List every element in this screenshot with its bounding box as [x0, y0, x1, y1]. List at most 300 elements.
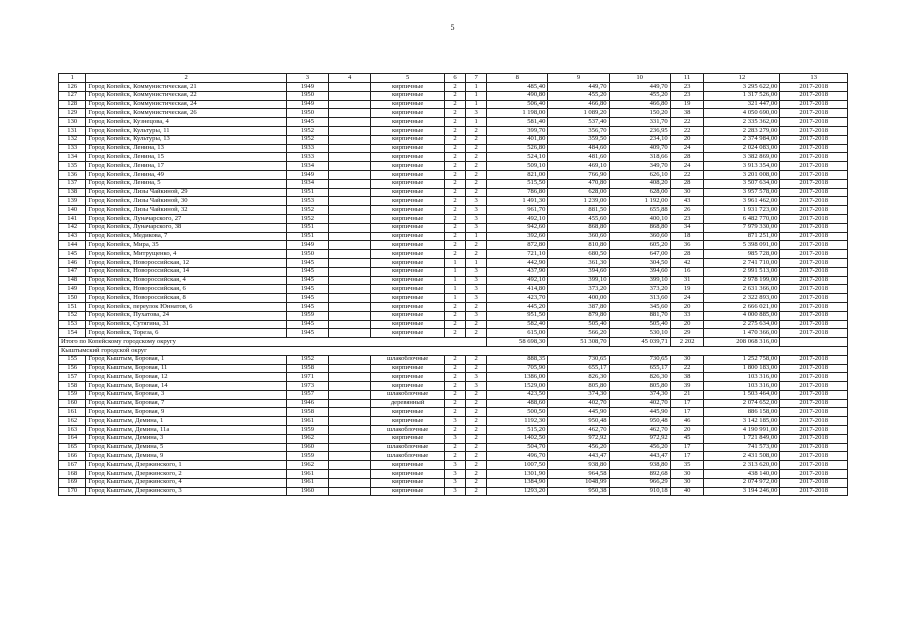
- table-cell: Город Копейск, Ленина, 5: [86, 179, 286, 188]
- table-cell: Город Кыштым, Демина, 1: [86, 417, 286, 426]
- table-cell: Город Копейск, Луначарского, 27: [86, 214, 286, 223]
- table-cell: 163: [59, 426, 86, 435]
- table-cell: 443,47: [548, 452, 609, 461]
- table-cell: 373,20: [548, 285, 609, 294]
- table-cell: 2017-2018: [780, 144, 848, 153]
- table-cell: 42: [670, 258, 704, 267]
- table-cell: кирпичные: [371, 470, 445, 479]
- table-cell: 2017-2018: [780, 399, 848, 408]
- table-cell: Город Копейск, Новороссийская, 14: [86, 267, 286, 276]
- table-cell: 2: [466, 153, 487, 162]
- table-cell: 442,90: [487, 258, 548, 267]
- table-cell: 810,80: [548, 241, 609, 250]
- table-cell: 17: [670, 452, 704, 461]
- table-cell: 871 251,00: [704, 232, 780, 241]
- table-cell: 2017-2018: [780, 364, 848, 373]
- table-cell: 1959: [286, 452, 328, 461]
- table-row: [59, 241, 848, 250]
- table-cell: 161: [59, 408, 86, 417]
- table-cell: Город Копейск, Новороссийская, 6: [86, 285, 286, 294]
- table-cell: 938,80: [609, 461, 670, 470]
- table-cell: кирпичные: [371, 478, 445, 487]
- table-cell: 40: [670, 487, 704, 496]
- table-cell: 136: [59, 170, 86, 179]
- table-cell: 43: [670, 197, 704, 206]
- table-cell: 2: [445, 91, 466, 100]
- table-row: [59, 223, 848, 232]
- table-cell: 3: [466, 373, 487, 382]
- table-cell: 2: [445, 390, 466, 399]
- table-cell: 455,20: [609, 91, 670, 100]
- table-cell: 149: [59, 285, 86, 294]
- table-cell: 31: [670, 276, 704, 285]
- table-cell: 1933: [286, 144, 328, 153]
- table-cell: кирпичные: [371, 364, 445, 373]
- table-cell: 1007,50: [487, 461, 548, 470]
- table-cell: [329, 390, 371, 399]
- table-cell: 655,17: [548, 364, 609, 373]
- table-cell: 154: [59, 329, 86, 338]
- table-cell: 1384,90: [487, 478, 548, 487]
- table-cell: Город Копейск, Коммунистическая, 21: [86, 83, 286, 92]
- table-cell: 2017-2018: [780, 100, 848, 109]
- table-cell: 1386,00: [487, 373, 548, 382]
- table-row: [59, 162, 848, 171]
- table-cell: 157: [59, 373, 86, 382]
- table-cell: 1952: [286, 355, 328, 364]
- table-cell: 2017-2018: [780, 91, 848, 100]
- total-row: [59, 338, 848, 347]
- table-cell: 1945: [286, 320, 328, 329]
- table-cell: 456,20: [548, 443, 609, 452]
- table-cell: 964,58: [548, 470, 609, 479]
- table-cell: 349,70: [609, 162, 670, 171]
- table-cell: 466,80: [548, 100, 609, 109]
- table-cell: 3: [466, 276, 487, 285]
- table-cell: 19: [670, 285, 704, 294]
- table-cell: кирпичные: [371, 276, 445, 285]
- table-cell: 304,50: [609, 258, 670, 267]
- table-cell: 2017-2018: [780, 223, 848, 232]
- table-cell: 2017-2018: [780, 382, 848, 391]
- table-row: [59, 399, 848, 408]
- table-cell: 20: [670, 426, 704, 435]
- table-cell: Город Копейск, Митрущенко, 4: [86, 250, 286, 259]
- table-row: [59, 294, 848, 303]
- table-cell: 2 074 972,00: [704, 478, 780, 487]
- table-cell: 1933: [286, 153, 328, 162]
- table-cell: 414,80: [487, 285, 548, 294]
- table-cell: [329, 276, 371, 285]
- table-cell: 331,70: [609, 118, 670, 127]
- table-cell: 20: [670, 135, 704, 144]
- table-cell: Город Кыштым, Боровая, 9: [86, 408, 286, 417]
- table-cell: 2017-2018: [780, 118, 848, 127]
- table-cell: 1958: [286, 408, 328, 417]
- table-cell: 399,10: [548, 276, 609, 285]
- table-cell: 2: [445, 109, 466, 118]
- table-cell: 1945: [286, 302, 328, 311]
- table-row: [59, 373, 848, 382]
- table-cell: 20: [670, 320, 704, 329]
- table-cell: 1949: [286, 241, 328, 250]
- table-cell: 1949: [286, 100, 328, 109]
- table-cell: Город Кыштым, Боровая, 3: [86, 390, 286, 399]
- table-cell: [329, 364, 371, 373]
- table-cell: [329, 373, 371, 382]
- table-row: [59, 461, 848, 470]
- table-cell: 2: [466, 250, 487, 259]
- table-cell: 1 721 849,00: [704, 434, 780, 443]
- table-cell: 2 275 634,00: [704, 320, 780, 329]
- table-cell: 2: [466, 399, 487, 408]
- table-cell: 524,10: [487, 153, 548, 162]
- table-row: [59, 214, 848, 223]
- table-cell: 17: [670, 443, 704, 452]
- table-cell: 1 800 183,00: [704, 364, 780, 373]
- table-cell: 2017-2018: [780, 390, 848, 399]
- table-cell: 148: [59, 276, 86, 285]
- table-cell: 360,60: [609, 232, 670, 241]
- table-cell: 2017-2018: [780, 241, 848, 250]
- table-cell: 1958: [286, 364, 328, 373]
- table-cell: 504,70: [487, 443, 548, 452]
- column-number-row: [59, 74, 848, 83]
- table-cell: 1 503 464,00: [704, 390, 780, 399]
- table-cell: 515,50: [487, 179, 548, 188]
- table-cell: Город Копейск, Лизы Чайкиной, 30: [86, 197, 286, 206]
- table-cell: 168: [59, 470, 86, 479]
- table-cell: 1960: [286, 487, 328, 496]
- table-cell: 2: [466, 302, 487, 311]
- table-cell: 2017-2018: [780, 214, 848, 223]
- table-cell: 159: [59, 390, 86, 399]
- table-cell: [329, 126, 371, 135]
- table-cell: Город Копейск, переулок Юннатов, 6: [86, 302, 286, 311]
- table-cell: кирпичные: [371, 179, 445, 188]
- table-cell: 1951: [286, 188, 328, 197]
- table-cell: 313,60: [609, 294, 670, 303]
- table-cell: 938,80: [548, 461, 609, 470]
- table-cell: кирпичные: [371, 267, 445, 276]
- table-cell: [329, 452, 371, 461]
- table-row: [59, 434, 848, 443]
- table-cell: 2 322 893,00: [704, 294, 780, 303]
- table-cell: Город Копейск, Коммунистическая, 26: [86, 109, 286, 118]
- table-cell: 2017-2018: [780, 109, 848, 118]
- table-cell: 456,20: [609, 443, 670, 452]
- table-cell: 1962: [286, 434, 328, 443]
- table-cell: 30: [670, 188, 704, 197]
- total-cell: 2 202: [670, 338, 704, 347]
- table-cell: 2017-2018: [780, 232, 848, 241]
- table-row: [59, 417, 848, 426]
- table-cell: 2: [445, 135, 466, 144]
- table-cell: 318,66: [609, 153, 670, 162]
- table-cell: 2: [445, 162, 466, 171]
- table-cell: [329, 197, 371, 206]
- table-cell: [329, 153, 371, 162]
- table-cell: [329, 232, 371, 241]
- table-row: [59, 100, 848, 109]
- table-cell: 950,48: [548, 417, 609, 426]
- total-cell: 51 308,70: [548, 338, 609, 347]
- table-cell: 2017-2018: [780, 83, 848, 92]
- table-cell: Город Копейск, Сутягина, 31: [86, 320, 286, 329]
- table-row: [59, 426, 848, 435]
- table-cell: кирпичные: [371, 250, 445, 259]
- table-cell: [329, 214, 371, 223]
- table-cell: 2: [445, 443, 466, 452]
- table-cell: 402,70: [548, 399, 609, 408]
- table-cell: 872,80: [487, 241, 548, 250]
- table-cell: [329, 170, 371, 179]
- table-cell: Город Копейск, Ленина, 13: [86, 144, 286, 153]
- table-cell: 2 631 366,00: [704, 285, 780, 294]
- table-cell: 1950: [286, 91, 328, 100]
- table-cell: 3: [445, 470, 466, 479]
- table-cell: 130: [59, 118, 86, 127]
- table-cell: 2 374 984,00: [704, 135, 780, 144]
- table-cell: 1971: [286, 373, 328, 382]
- table-cell: кирпичные: [371, 206, 445, 215]
- table-cell: Город Кыштым, Демина, 3: [86, 434, 286, 443]
- table-cell: кирпичные: [371, 118, 445, 127]
- table-cell: Город Копейск, Новороссийская, 8: [86, 294, 286, 303]
- table-cell: [329, 206, 371, 215]
- table-cell: кирпичные: [371, 241, 445, 250]
- table-cell: 2: [466, 487, 487, 496]
- table-cell: 2017-2018: [780, 258, 848, 267]
- table-row: [59, 258, 848, 267]
- table-cell: 35: [670, 461, 704, 470]
- table-cell: Город Копейск, Культуры, 11: [86, 126, 286, 135]
- table-cell: 2017-2018: [780, 162, 848, 171]
- table-cell: 680,50: [548, 250, 609, 259]
- table-cell: кирпичные: [371, 153, 445, 162]
- table-cell: Город Копейск, Коммунистическая, 22: [86, 91, 286, 100]
- table-cell: 3 382 869,00: [704, 153, 780, 162]
- table-cell: 2: [445, 408, 466, 417]
- table-cell: 103 316,00: [704, 382, 780, 391]
- table-cell: 950,48: [609, 417, 670, 426]
- table-cell: 488,60: [487, 399, 548, 408]
- table-cell: 132: [59, 135, 86, 144]
- table-cell: 28: [670, 179, 704, 188]
- table-cell: 2 074 652,00: [704, 399, 780, 408]
- table-cell: 1301,90: [487, 470, 548, 479]
- table-cell: 985 728,00: [704, 250, 780, 259]
- table-cell: 2: [445, 214, 466, 223]
- table-cell: 910,18: [609, 487, 670, 496]
- table-cell: 38: [670, 109, 704, 118]
- table-cell: 3: [445, 417, 466, 426]
- table-cell: 1: [445, 267, 466, 276]
- table-cell: кирпичные: [371, 232, 445, 241]
- table-cell: кирпичные: [371, 188, 445, 197]
- table-cell: 169: [59, 478, 86, 487]
- table-cell: Город Кыштым, Дзержинского, 2: [86, 470, 286, 479]
- table-cell: [329, 294, 371, 303]
- table-row: [59, 250, 848, 259]
- table-cell: 30: [670, 355, 704, 364]
- table-cell: 492,10: [487, 214, 548, 223]
- table-cell: 2 991 513,00: [704, 267, 780, 276]
- table-cell: 359,50: [548, 135, 609, 144]
- table-cell: 961,70: [487, 206, 548, 215]
- table-cell: [329, 329, 371, 338]
- table-row: [59, 285, 848, 294]
- housing-register-table: [58, 73, 848, 496]
- table-cell: 892,68: [609, 470, 670, 479]
- table-cell: 868,80: [548, 223, 609, 232]
- table-cell: 1951: [286, 223, 328, 232]
- table-cell: кирпичные: [371, 126, 445, 135]
- table-cell: Город Копейск, Лизы Чайкиной, 32: [86, 206, 286, 215]
- table-cell: 2: [445, 153, 466, 162]
- table-cell: 972,92: [609, 434, 670, 443]
- table-cell: 490,80: [487, 91, 548, 100]
- table-cell: кирпичные: [371, 434, 445, 443]
- table-cell: Город Кыштым, Демина, 11а: [86, 426, 286, 435]
- table-cell: 3 295 622,00: [704, 83, 780, 92]
- table-cell: 628,00: [548, 188, 609, 197]
- table-cell: Город Копейск, Ленина, 15: [86, 153, 286, 162]
- table-row: [59, 302, 848, 311]
- table-cell: 2: [466, 452, 487, 461]
- table-cell: 1949: [286, 170, 328, 179]
- table-cell: 399,70: [487, 126, 548, 135]
- table-cell: 2017-2018: [780, 461, 848, 470]
- table-cell: Город Копейск, Тореза, 6: [86, 329, 286, 338]
- table-cell: 150: [59, 294, 86, 303]
- table-cell: 29: [670, 329, 704, 338]
- table-row: [59, 153, 848, 162]
- table-cell: 655,88: [609, 206, 670, 215]
- table-cell: 582,40: [487, 320, 548, 329]
- table-cell: 1192,30: [487, 417, 548, 426]
- table-cell: 3: [466, 197, 487, 206]
- table-cell: 361,30: [548, 258, 609, 267]
- table-cell: 26: [670, 206, 704, 215]
- table-cell: 2: [445, 311, 466, 320]
- table-cell: 2: [445, 83, 466, 92]
- table-cell: 443,47: [609, 452, 670, 461]
- table-cell: 1402,50: [487, 434, 548, 443]
- table-cell: 445,20: [487, 302, 548, 311]
- table-cell: 2: [445, 320, 466, 329]
- table-cell: 3 142 185,00: [704, 417, 780, 426]
- table-cell: Город Копейск, Новороссийская, 12: [86, 258, 286, 267]
- table-cell: 22: [670, 170, 704, 179]
- table-cell: 2 024 083,00: [704, 144, 780, 153]
- table-cell: 1957: [286, 390, 328, 399]
- column-number-cell: 4: [329, 74, 371, 83]
- table-cell: [329, 118, 371, 127]
- table-cell: кирпичные: [371, 91, 445, 100]
- table-cell: 721,10: [487, 250, 548, 259]
- column-number-cell: 5: [371, 74, 445, 83]
- table-cell: [329, 426, 371, 435]
- table-row: [59, 126, 848, 135]
- column-number-cell: 12: [704, 74, 780, 83]
- table-cell: 141: [59, 214, 86, 223]
- table-cell: 786,80: [487, 188, 548, 197]
- table-cell: 1 317 526,00: [704, 91, 780, 100]
- table-cell: 1: [445, 294, 466, 303]
- table-cell: [329, 399, 371, 408]
- table-row: [59, 320, 848, 329]
- table-cell: 1 931 723,00: [704, 206, 780, 215]
- table-cell: Город Копейск, Медикова, 7: [86, 232, 286, 241]
- table-cell: [329, 470, 371, 479]
- table-row: [59, 390, 848, 399]
- table-cell: 2017-2018: [780, 417, 848, 426]
- table-cell: 2: [466, 126, 487, 135]
- table-cell: 1: [466, 232, 487, 241]
- table-cell: 1: [445, 276, 466, 285]
- table-cell: 137: [59, 179, 86, 188]
- table-cell: кирпичные: [371, 294, 445, 303]
- table-cell: 1945: [286, 276, 328, 285]
- table-cell: 615,00: [487, 329, 548, 338]
- table-cell: 356,70: [548, 126, 609, 135]
- table-cell: 1945: [286, 294, 328, 303]
- table-cell: 730,65: [548, 355, 609, 364]
- table-cell: 2: [445, 100, 466, 109]
- table-cell: 4 190 991,00: [704, 426, 780, 435]
- table-cell: 966,29: [609, 478, 670, 487]
- table-cell: 1293,20: [487, 487, 548, 496]
- table-cell: 1 491,30: [487, 197, 548, 206]
- table-cell: 165: [59, 443, 86, 452]
- table-cell: 360,60: [548, 232, 609, 241]
- table-row: [59, 487, 848, 496]
- table-cell: 156: [59, 364, 86, 373]
- table-cell: 2017-2018: [780, 153, 848, 162]
- table-cell: 484,60: [548, 144, 609, 153]
- table-row: [59, 276, 848, 285]
- table-cell: 455,60: [548, 214, 609, 223]
- column-number-cell: 6: [445, 74, 466, 83]
- table-cell: 155: [59, 355, 86, 364]
- table-cell: Город Копейск, Культуры, 13: [86, 135, 286, 144]
- table-cell: 950,38: [548, 487, 609, 496]
- column-number-cell: 3: [286, 74, 328, 83]
- table-cell: 2017-2018: [780, 285, 848, 294]
- table-cell: 39: [670, 382, 704, 391]
- table-cell: 394,60: [548, 267, 609, 276]
- column-number-cell: 8: [487, 74, 548, 83]
- table-cell: 2: [445, 364, 466, 373]
- table-cell: 2: [445, 382, 466, 391]
- table-cell: 1: [445, 285, 466, 294]
- table-cell: 438 140,00: [704, 470, 780, 479]
- table-cell: 2: [445, 452, 466, 461]
- table-cell: 1961: [286, 470, 328, 479]
- table-cell: 3: [466, 382, 487, 391]
- table-cell: 23: [670, 214, 704, 223]
- table-cell: 626,10: [609, 170, 670, 179]
- table-cell: 143: [59, 232, 86, 241]
- table-cell: 500,50: [487, 408, 548, 417]
- table-cell: кирпичные: [371, 461, 445, 470]
- table-cell: 135: [59, 162, 86, 171]
- table-cell: 28: [670, 250, 704, 259]
- table-cell: 2017-2018: [780, 188, 848, 197]
- table-cell: 2017-2018: [780, 426, 848, 435]
- table-cell: 3: [466, 214, 487, 223]
